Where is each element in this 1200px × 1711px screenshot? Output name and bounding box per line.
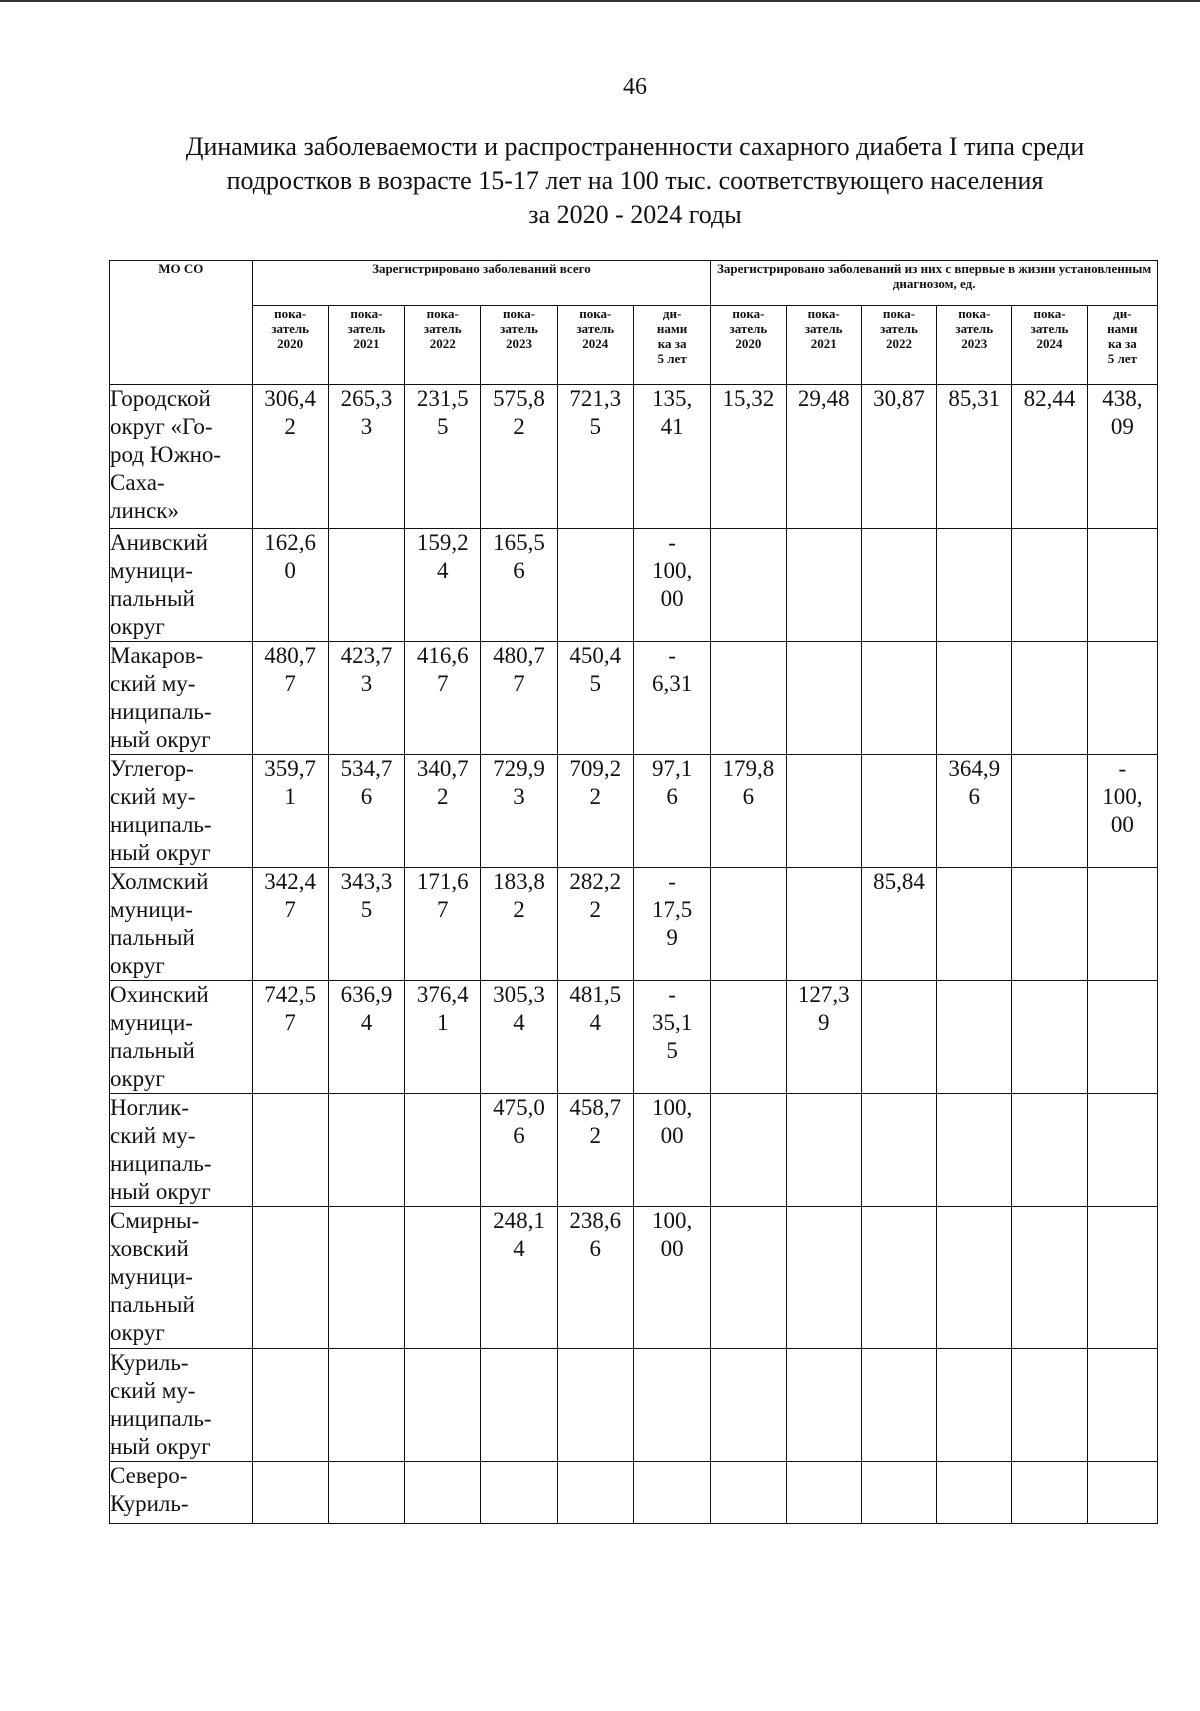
- value-cell: [328, 529, 404, 642]
- value-cell: 721,3 5: [557, 385, 633, 529]
- row-name-cell: Анивский муници- пальный округ: [110, 529, 253, 642]
- value-cell: [1087, 1094, 1157, 1207]
- value-cell: [252, 1349, 328, 1462]
- header-subcol: пока- затель 2022: [861, 306, 936, 385]
- value-cell: [937, 868, 1012, 981]
- value-cell: [1087, 642, 1157, 755]
- value-cell: 171,6 7: [405, 868, 481, 981]
- page-title: [120, 130, 1150, 232]
- value-cell: [1012, 642, 1087, 755]
- row-name-cell: Куриль- ский му- ниципаль- ный округ: [110, 1349, 253, 1462]
- value-cell: 183,8 2: [481, 868, 557, 981]
- header-subcol: пока- затель 2020: [252, 306, 328, 385]
- value-cell: [861, 1094, 936, 1207]
- value-cell: [711, 1349, 786, 1462]
- row-name-cell: Углегор- ский му- ниципаль- ный округ: [110, 755, 253, 868]
- header-row-subcolumns: [110, 306, 1158, 385]
- value-cell: 85,84: [861, 868, 936, 981]
- value-cell: [1012, 1462, 1087, 1524]
- value-cell: [786, 1349, 861, 1462]
- value-cell: [786, 642, 861, 755]
- value-cell: [711, 1207, 786, 1349]
- table-row: [110, 385, 1158, 529]
- table-row: [110, 642, 1158, 755]
- value-cell: [1087, 981, 1157, 1094]
- value-cell: 85,31: [937, 385, 1012, 529]
- value-cell: [1012, 981, 1087, 1094]
- value-cell: 179,8 6: [711, 755, 786, 868]
- value-cell: 159,2 4: [405, 529, 481, 642]
- value-cell: 742,5 7: [252, 981, 328, 1094]
- value-cell: [633, 1349, 710, 1462]
- table-row: [110, 1349, 1158, 1462]
- top-border-line: [0, 0, 1200, 2]
- value-cell: [481, 1462, 557, 1524]
- row-name-cell: Макаров- ский му- ниципаль- ный округ: [110, 642, 253, 755]
- value-cell: 438, 09: [1087, 385, 1157, 529]
- value-cell: [861, 755, 936, 868]
- value-cell: [786, 1207, 861, 1349]
- value-cell: [328, 1462, 404, 1524]
- value-cell: 100, 00: [633, 1207, 710, 1349]
- value-cell: [937, 981, 1012, 1094]
- value-cell: 458,7 2: [557, 1094, 633, 1207]
- title-line-2: подростков в возрасте 15-17 лет на 100 тыс. соответствующего населения: [226, 166, 1044, 195]
- value-cell: 231,5 5: [405, 385, 481, 529]
- value-cell: 636,9 4: [328, 981, 404, 1094]
- table-row: [110, 529, 1158, 642]
- value-cell: 15,32: [711, 385, 786, 529]
- value-cell: [937, 1094, 1012, 1207]
- value-cell: 709,2 2: [557, 755, 633, 868]
- row-name-cell: Ноглик- ский му- ниципаль- ный округ: [110, 1094, 253, 1207]
- value-cell: 165,5 6: [481, 529, 557, 642]
- value-cell: 162,6 0: [252, 529, 328, 642]
- value-cell: [1012, 755, 1087, 868]
- value-cell: 305,3 4: [481, 981, 557, 1094]
- value-cell: - 6,31: [633, 642, 710, 755]
- value-cell: 359,7 1: [252, 755, 328, 868]
- value-cell: [861, 1462, 936, 1524]
- value-cell: [405, 1094, 481, 1207]
- value-cell: 342,4 7: [252, 868, 328, 981]
- value-cell: [937, 529, 1012, 642]
- value-cell: [786, 1462, 861, 1524]
- value-cell: [557, 1462, 633, 1524]
- table-row: [110, 1207, 1158, 1349]
- value-cell: [405, 1349, 481, 1462]
- value-cell: - 100, 00: [1087, 755, 1157, 868]
- table-row: [110, 868, 1158, 981]
- value-cell: [1087, 1462, 1157, 1524]
- value-cell: [481, 1349, 557, 1462]
- value-cell: [405, 1207, 481, 1349]
- value-cell: [786, 1094, 861, 1207]
- value-cell: 97,1 6: [633, 755, 710, 868]
- value-cell: [1012, 1207, 1087, 1349]
- header-group-first-diagnosed: Зарегистрировано заболеваний из них с впервые в жизни установленным диагнозом, ед.: [711, 261, 1158, 306]
- table-row: [110, 1462, 1158, 1524]
- value-cell: 127,3 9: [786, 981, 861, 1094]
- value-cell: 534,7 6: [328, 755, 404, 868]
- row-name-cell: Охинский муници- пальный округ: [110, 981, 253, 1094]
- value-cell: [557, 1349, 633, 1462]
- value-cell: [405, 1462, 481, 1524]
- value-cell: [861, 981, 936, 1094]
- value-cell: [711, 642, 786, 755]
- value-cell: [1087, 529, 1157, 642]
- value-cell: [633, 1462, 710, 1524]
- value-cell: 575,8 2: [481, 385, 557, 529]
- header-row-groups: [110, 261, 1158, 306]
- value-cell: 416,6 7: [405, 642, 481, 755]
- page-number: 46: [623, 74, 647, 100]
- value-cell: [1087, 1349, 1157, 1462]
- value-cell: [861, 1207, 936, 1349]
- value-cell: [937, 1462, 1012, 1524]
- header-group-total: Зарегистрировано заболеваний всего: [252, 261, 711, 306]
- value-cell: 475,0 6: [481, 1094, 557, 1207]
- value-cell: [861, 1349, 936, 1462]
- table-body: [110, 385, 1158, 1524]
- title-line-3: за 2020 - 2024 годы: [528, 200, 742, 229]
- value-cell: 30,87: [861, 385, 936, 529]
- value-cell: [711, 868, 786, 981]
- value-cell: 265,3 3: [328, 385, 404, 529]
- value-cell: [252, 1094, 328, 1207]
- value-cell: [1087, 1207, 1157, 1349]
- value-cell: - 17,5 9: [633, 868, 710, 981]
- title-line-1: Динамика заболеваемости и распространенности сахарного диабета I типа среди: [185, 132, 1085, 161]
- value-cell: [861, 642, 936, 755]
- table-row: [110, 981, 1158, 1094]
- header-subcol: ди- нами ка за 5 лет: [1087, 306, 1157, 385]
- header-subcol: пока- затель 2020: [711, 306, 786, 385]
- value-cell: [252, 1462, 328, 1524]
- value-cell: 29,48: [786, 385, 861, 529]
- value-cell: 100, 00: [633, 1094, 710, 1207]
- value-cell: [328, 1207, 404, 1349]
- value-cell: [1012, 868, 1087, 981]
- value-cell: [1012, 1094, 1087, 1207]
- row-name-cell: Смирны- ховский муници- пальный округ: [110, 1207, 253, 1349]
- value-cell: 340,7 2: [405, 755, 481, 868]
- value-cell: 480,7 7: [481, 642, 557, 755]
- header-subcol: ди- нами ка за 5 лет: [633, 306, 710, 385]
- value-cell: - 100, 00: [633, 529, 710, 642]
- value-cell: [861, 529, 936, 642]
- header-subcol: пока- затель 2023: [937, 306, 1012, 385]
- value-cell: 282,2 2: [557, 868, 633, 981]
- value-cell: [1012, 1349, 1087, 1462]
- value-cell: [786, 755, 861, 868]
- value-cell: 306,4 2: [252, 385, 328, 529]
- value-cell: 135, 41: [633, 385, 710, 529]
- header-subcol: пока- затель 2021: [328, 306, 404, 385]
- value-cell: [557, 529, 633, 642]
- value-cell: [711, 981, 786, 1094]
- value-cell: 481,5 4: [557, 981, 633, 1094]
- row-name-cell: Холмский муници- пальный округ: [110, 868, 253, 981]
- value-cell: [786, 529, 861, 642]
- header-subcol: пока- затель 2024: [557, 306, 633, 385]
- statistics-table: [109, 260, 1158, 1524]
- row-name-cell: Городской округ «Го- род Южно- Саха- линск»: [110, 385, 253, 529]
- value-cell: 82,44: [1012, 385, 1087, 529]
- value-cell: [252, 1207, 328, 1349]
- header-subcol: пока- затель 2023: [481, 306, 557, 385]
- value-cell: [711, 1462, 786, 1524]
- value-cell: 450,4 5: [557, 642, 633, 755]
- value-cell: 480,7 7: [252, 642, 328, 755]
- value-cell: [786, 868, 861, 981]
- value-cell: 376,4 1: [405, 981, 481, 1094]
- table-header: [110, 261, 1158, 385]
- value-cell: 423,7 3: [328, 642, 404, 755]
- value-cell: 238,6 6: [557, 1207, 633, 1349]
- table-row: [110, 755, 1158, 868]
- value-cell: [711, 1094, 786, 1207]
- header-subcol: пока- затель 2022: [405, 306, 481, 385]
- value-cell: [937, 1207, 1012, 1349]
- value-cell: 248,1 4: [481, 1207, 557, 1349]
- value-cell: [328, 1094, 404, 1207]
- value-cell: 364,9 6: [937, 755, 1012, 868]
- value-cell: [1087, 868, 1157, 981]
- value-cell: 729,9 3: [481, 755, 557, 868]
- value-cell: [711, 529, 786, 642]
- value-cell: [937, 642, 1012, 755]
- header-subcol: пока- затель 2024: [1012, 306, 1087, 385]
- row-name-cell: Северо- Куриль-: [110, 1462, 253, 1524]
- value-cell: [1012, 529, 1087, 642]
- value-cell: [937, 1349, 1012, 1462]
- value-cell: 343,3 5: [328, 868, 404, 981]
- header-subcol: пока- затель 2021: [786, 306, 861, 385]
- header-mo-so: МО СО: [110, 261, 253, 385]
- value-cell: - 35,1 5: [633, 981, 710, 1094]
- value-cell: [328, 1349, 404, 1462]
- table-row: [110, 1094, 1158, 1207]
